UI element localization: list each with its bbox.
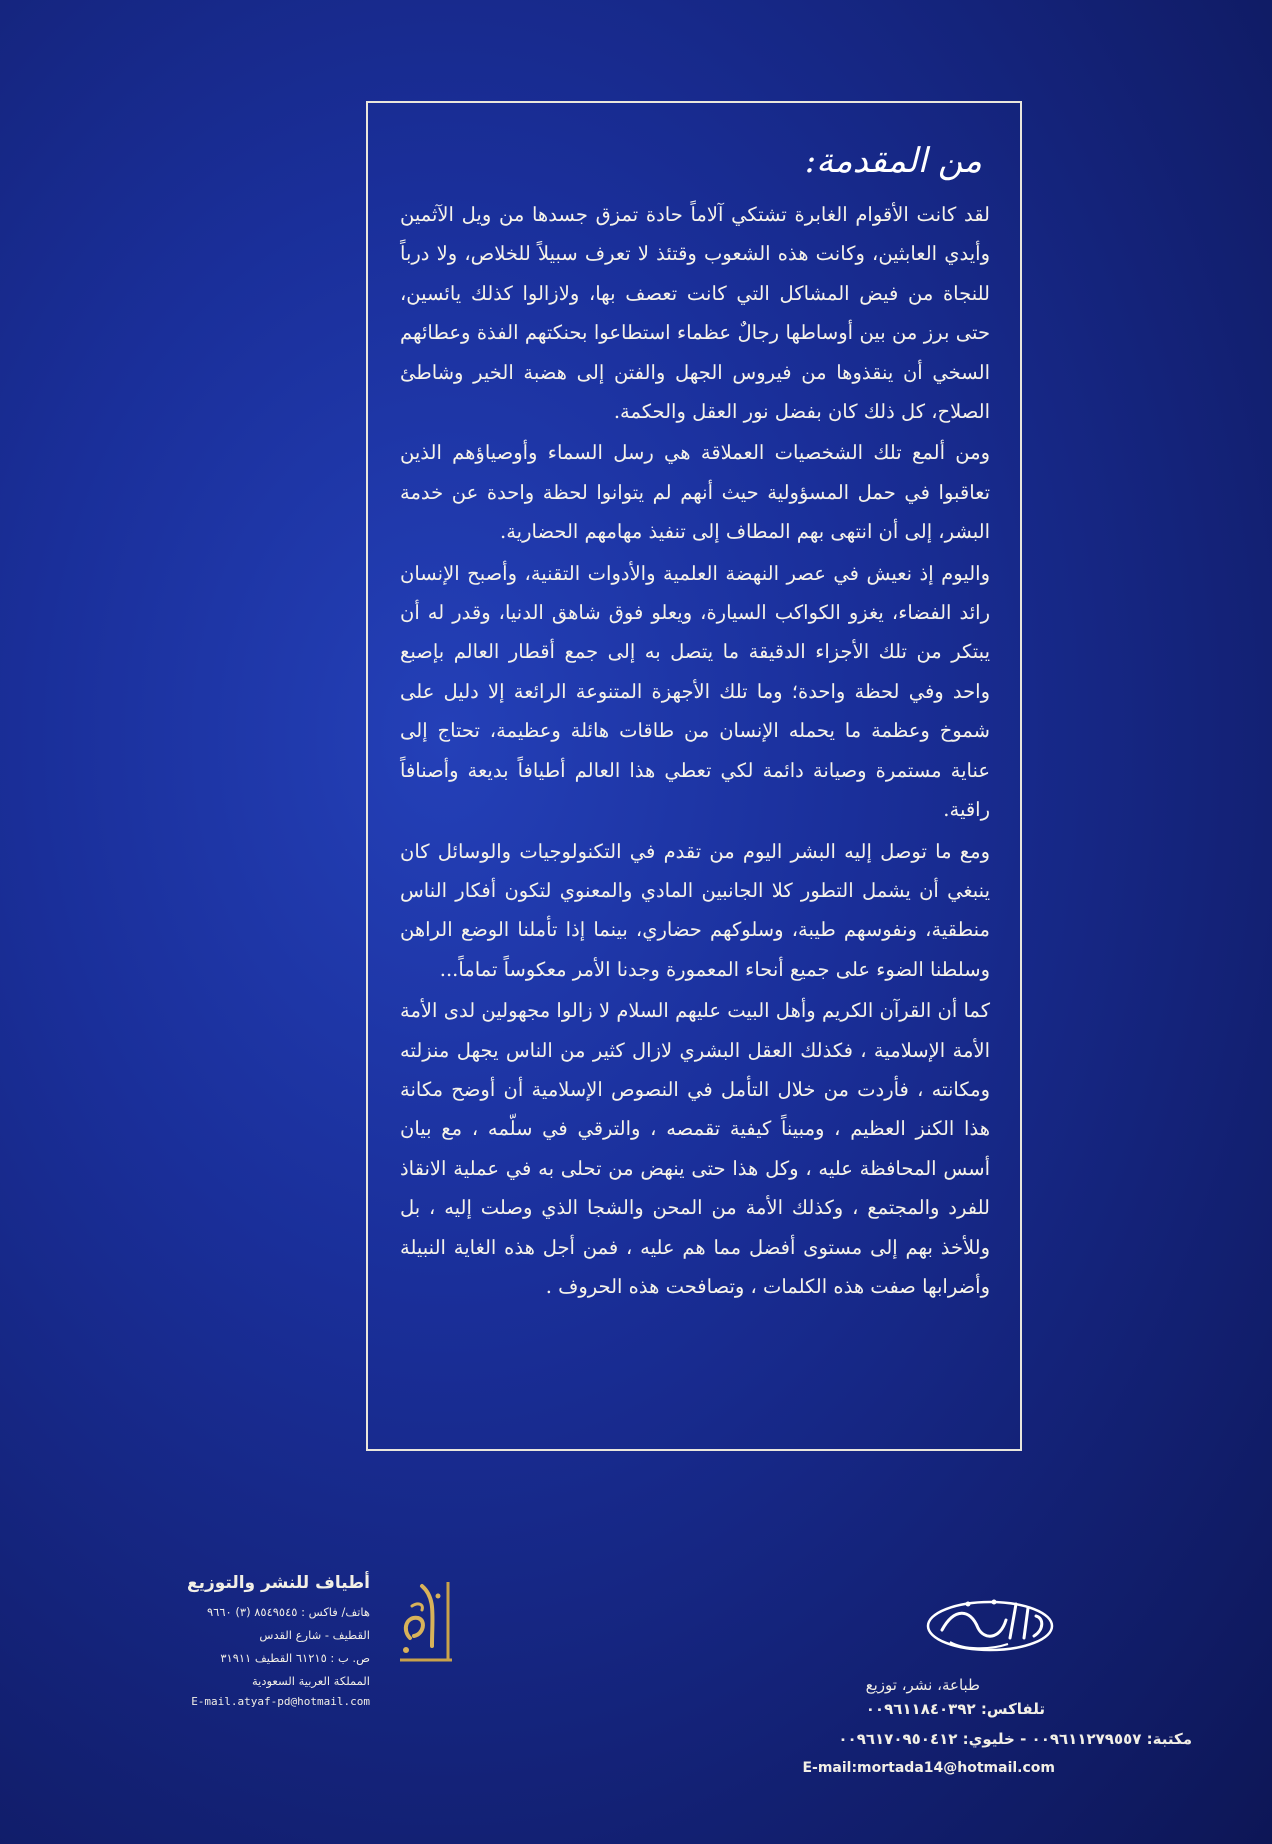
atyaf-pobox: ص. ب : ٦١٢١٥ القطيف ٣١٩١١ bbox=[220, 1651, 370, 1665]
atyaf-country: المملكة العربية السعودية bbox=[252, 1674, 370, 1688]
intro-paragraph: لقد كانت الأقوام الغابرة تشتكي آلاماً حادة تمزق جسدها من ويل الآثمين وأيدي العابثين، وكانت هذه الشعوب وقتئذ لا تعرف سبيلاً للخلاص، ولا درباً للنجاة من فيض المشاكل التي كانت تعصف بها، ولازالوا كذلك يائسين، حتى برز من بين أوساطها رجالٌ عظماء استطاعوا بحنكتهم الفذة وعطائهم السخي أن ينقذوها من فيروس الجهل والفتن إلى هضبة الخير وشاطئ الصلاح، كل ذلك كان بفضل نور العقل والحكمة. bbox=[400, 203, 990, 424]
intro-paragraph: واليوم إذ نعيش في عصر النهضة العلمية والأدوات التقنية، وأصبح الإنسان رائد الفضاء، يغزو الكواكب السيارة، ويعلو فوق شاهق الدنيا، وقدر له أن يبتكر من تلك الأجزاء الدقيقة ما يتصل به إلى جمع أقطار العالم بإصبع واحد وفي لحظة واحدة؛ وما تلك الأجهزة المتنوعة الرائعة إلا دليل على شموخ وعظمة ما يحمله الإنسان من طاقات هائلة وعظيمة، تحتاج إلى عناية مستمرة وصيانة دائمة لكي تعطي هذا العالم أطيافاً بديعة وأصنافاً راقية. bbox=[400, 561, 990, 822]
intro-heading: من المقدمة: bbox=[804, 141, 982, 181]
intro-paragraph: ومع ما توصل إليه البشر اليوم من تقدم في التكنولوجيات والوسائل كان ينبغي أن يشمل التطور كلا الجانبين المادي والمعنوي لتكون أفكار الناس منطقية، ونفوسهم طيبة، وسلوكهم حضاري، بينما إذا تأملنا الوضع الراهن وسلطنا الضوء على جميع أنحاء المعمورة وجدنا الأمر معكوساً تماماً... bbox=[400, 839, 990, 981]
introduction-frame bbox=[366, 101, 1022, 1451]
atyaf-publisher-info bbox=[150, 1573, 370, 1708]
murtada-email: E-mail:mortada14@hotmail.com bbox=[802, 1760, 1055, 1776]
murtada-logo-icon bbox=[920, 1590, 1060, 1658]
intro-paragraph: ومن ألمع تلك الشخصيات العملاقة هي رسل السماء وأوصياؤهم الذين تعاقبوا في حمل المسؤولية حيث أنهم لم يتوانوا لحظة واحدة عن خدمة البشر، إلى أن انتهى بهم المطاف إلى تنفيذ مهامهم الحضارية. bbox=[400, 441, 990, 544]
atyaf-name: أطياف للنشر والتوزيع bbox=[186, 1573, 370, 1593]
murtada-publisher-info bbox=[700, 1590, 1200, 1820]
intro-body bbox=[400, 195, 990, 1306]
murtada-phones: مكتبة: ٠٠٩٦١١٢٧٩٥٥٧ - خليوي: ٠٠٩٦١٧٠٩٥٠٤١٢ bbox=[838, 1730, 1192, 1748]
atyaf-logo-icon bbox=[392, 1576, 464, 1668]
murtada-telefax: تلفاكس: ٠٠٩٦١١٨٤٠٣٩٢ bbox=[865, 1700, 1045, 1718]
murtada-tagline: طباعة، نشر، توزيع bbox=[865, 1676, 980, 1694]
atyaf-phone: هاتف/ فاكس : ٨٥٤٩٥٤٥ (٣) ٩٦٦٠ bbox=[207, 1605, 370, 1619]
intro-paragraph: كما أن القرآن الكريم وأهل البيت عليهم السلام لا زالوا مجهولين لدى الأمة الأمة الإسلامية ، فكذلك العقل البشري لازال كثير من الناس يجهل منزلته ومكانته ، فأردت من خلال التأمل في النصوص الإسلامية أن أوضح مكانة هذا الكنز العظيم ، ومبيناً كيفية تقمصه ، والترقي في سلّمه ، مع بيان أسس المحافظة عليه ، وكل هذا حتى ينهض من تحلى به في عملية الانقاذ للفرد والمجتمع ، وكذلك الأمة من المحن والشجا الذي وصلت إليه ، بل وللأخذ بهم إلى مستوى أفضل مما هم عليه ، فمن أجل هذه الغاية النبيلة وأضرابها صفت هذه الكلمات ، وتصافحت هذه الحروف . bbox=[400, 999, 990, 1298]
atyaf-street: القطيف - شارع القدس bbox=[259, 1628, 370, 1642]
atyaf-email: E-mail.atyaf-pd@hotmail.com bbox=[191, 1695, 370, 1708]
